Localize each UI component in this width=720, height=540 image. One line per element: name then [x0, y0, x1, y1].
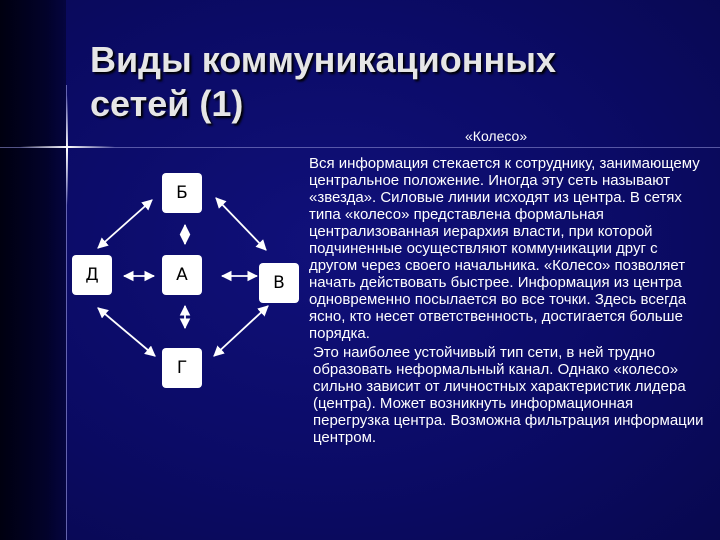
node-v: В: [259, 263, 299, 303]
slide-title: [90, 38, 556, 126]
description-paragraph-1: Вся информация стекается к сотруднику, занимающему центральное положение. Иногда эту сеть называют «звезда». Силовые линии исходят из центра. В сетях типа «колесо» представлена формальная централизованная иерархия власти, при которой подчиненные осуществляют коммуникации друг с другом через своего начальника. «Колесо» позволяет начать действовать быстрее. Информация из центра одновременно посылается во все точки. Здесь всегда ясно, кто несет ответственность, достигается больше порядка.: [309, 155, 700, 342]
slide-title-line1: Виды коммуникационных: [90, 39, 557, 80]
description-text: [309, 155, 709, 446]
decor-sparkle-vertical: [66, 95, 68, 205]
diagram-caption: «Колесо»: [465, 128, 528, 144]
node-a: А: [162, 255, 202, 295]
node-d: Д: [72, 255, 112, 295]
slide-title-line2: сетей (1): [90, 83, 244, 124]
left-decor-strip: [0, 0, 66, 540]
node-g: Г: [162, 348, 202, 388]
description-paragraph-2: Это наиболее устойчивый тип сети, в ней трудно образовать неформальный канал. Однако «колесо» сильно зависит от личностных характеристик лидера (центра). Может возникнуть информационная перегрузка центра. Возможна фильтрация информации центром.: [313, 344, 704, 446]
decor-sparkle-horizontal: [20, 146, 115, 148]
node-b: Б: [162, 173, 202, 213]
